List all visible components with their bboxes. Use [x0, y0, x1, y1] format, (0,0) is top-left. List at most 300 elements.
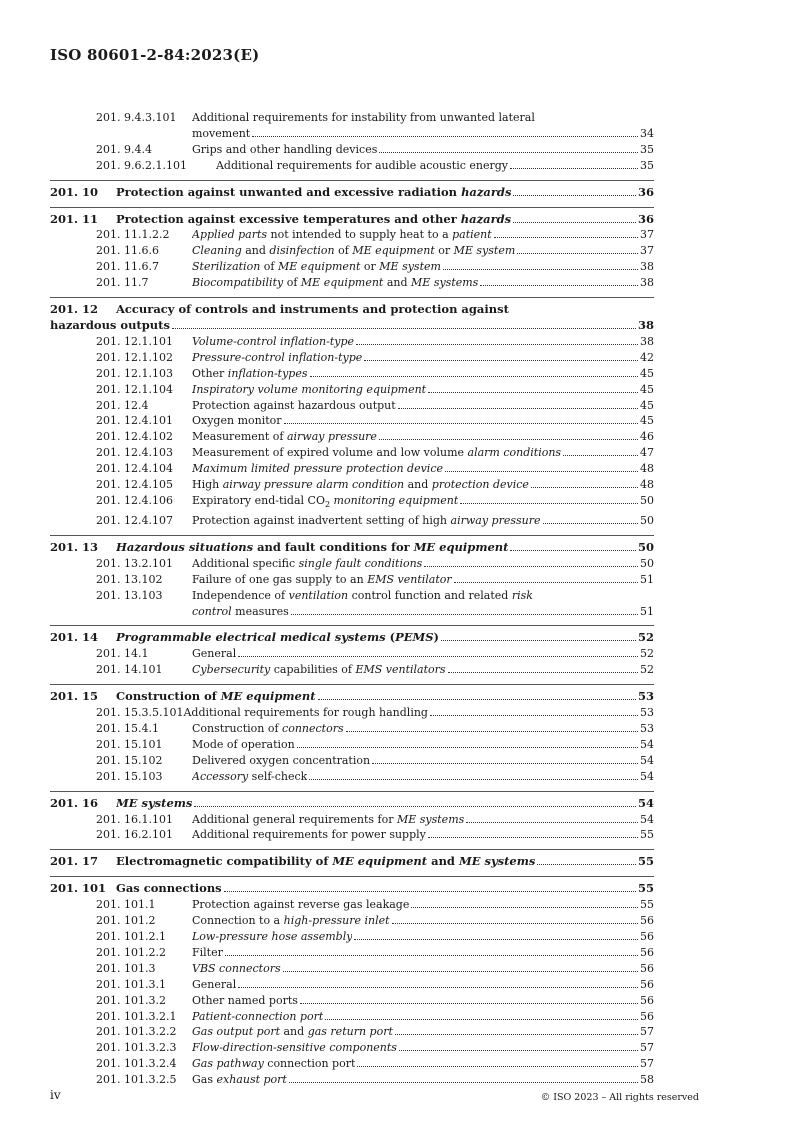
toc-title-text: High: [192, 478, 223, 492]
toc-title-text: of: [283, 276, 301, 290]
toc-leader-dots: [379, 439, 638, 440]
toc-title-text: Protection against unwanted and excessive radiation: [116, 184, 462, 199]
toc-number: 201. 101.3.2.2: [96, 1025, 177, 1039]
toc-number: 201. 11.6.6: [96, 244, 159, 258]
toc-title-text: ME system: [453, 244, 516, 258]
toc-title-text: and: [383, 276, 412, 290]
toc-entry[interactable]: [50, 382, 654, 398]
toc-leader-dots: [510, 550, 636, 551]
toc-title-text: [192, 334, 354, 350]
toc-title-text: Accessory: [192, 769, 249, 783]
toc-leader-dots: [346, 731, 638, 732]
toc-page-number: 54: [640, 737, 654, 751]
toc-title-text: Maximum limited pressure protection device: [192, 462, 443, 476]
toc-title-text: ME systems: [396, 812, 465, 826]
toc-number: 201. 101.3: [96, 961, 156, 975]
toc-page-number: 38: [640, 260, 654, 274]
toc-entry[interactable]: [50, 993, 654, 1009]
toc-title-text: [192, 1056, 355, 1072]
toc-entry[interactable]: [50, 753, 654, 769]
toc-title-text: Protection against excessive temperatures and other: [116, 211, 461, 226]
toc-title-text: [192, 812, 464, 828]
toc-title-text: [192, 769, 307, 785]
toc-title-text: airway pressure: [286, 430, 377, 444]
toc-page-number: 51: [640, 604, 654, 618]
toc-page-number: 46: [640, 430, 654, 444]
toc-section[interactable]: [50, 849, 654, 870]
toc-leader-dots: [309, 779, 638, 780]
toc-section[interactable]: [50, 791, 654, 812]
toc-leader-dots: [531, 487, 638, 488]
toc-leader-dots: [238, 987, 638, 988]
toc-title-text: Additional requirements for audible acoustic energy: [215, 158, 509, 172]
toc-title-text: hazards: [460, 211, 512, 226]
toc-title-text: [192, 227, 492, 243]
toc-entry[interactable]: [50, 769, 654, 785]
toc-page-number: 56: [640, 961, 654, 975]
toc-title-text: and: [241, 244, 270, 258]
toc-leader-dots: [291, 614, 638, 615]
toc-title-text: [192, 929, 352, 945]
toc-page-number: 36: [637, 184, 654, 199]
toc-entry[interactable]: [50, 913, 654, 929]
toc-entry[interactable]: [50, 126, 654, 142]
toc-entry[interactable]: [50, 961, 654, 977]
toc-title-text: airway pressure: [450, 514, 541, 528]
toc-title-text: VBS connectors: [192, 961, 281, 975]
toc-entry[interactable]: [50, 445, 654, 461]
toc-number: 201. 101: [50, 881, 107, 896]
toc-leader-dots: [372, 763, 638, 764]
toc-title-text: [116, 689, 316, 705]
toc-entry[interactable]: [50, 1009, 654, 1025]
toc-title-text: [192, 662, 446, 678]
toc-page-number: 48: [640, 462, 654, 476]
toc-title-text: hazards: [461, 184, 512, 199]
toc-entry[interactable]: [50, 477, 654, 493]
toc-number: 201. 12.4.104: [96, 462, 173, 476]
toc-number: 201. 12.4.107: [96, 514, 173, 528]
toc-title-text: Accuracy of controls and instruments and protection against: [116, 302, 509, 317]
toc-title-text: Mode of operation: [192, 737, 295, 751]
toc-title-text: alarm conditions: [467, 446, 562, 460]
toc-leader-dots: [356, 344, 638, 345]
toc-entry[interactable]: [50, 812, 654, 828]
toc-entry[interactable]: [50, 827, 654, 843]
toc-section[interactable]: [50, 625, 654, 646]
toc-page-number: 55: [640, 898, 654, 912]
toc-title-text: Protection against hazardous output: [192, 398, 396, 412]
toc-page-number: 34: [640, 126, 654, 140]
toc-title-text: movement: [192, 126, 251, 140]
toc-leader-dots: [424, 566, 638, 567]
toc-title-text: risk: [511, 588, 533, 602]
toc-entry[interactable]: [50, 461, 654, 477]
toc-leader-dots: [252, 136, 638, 137]
toc-entry[interactable]: [50, 413, 654, 429]
toc-leader-dots: [510, 168, 638, 169]
toc-number: 201. 12.1.104: [96, 382, 173, 396]
toc-title-text: ME equipment: [352, 244, 435, 258]
toc-title-text: [192, 913, 390, 929]
toc-section-cont[interactable]: [50, 318, 654, 334]
toc-section[interactable]: [50, 684, 654, 705]
toc-title-text: or: [360, 260, 380, 274]
toc-leader-dots: [460, 503, 638, 504]
toc-number: 201. 15.3.5.101: [96, 706, 184, 720]
toc-title-text: connection port: [263, 1057, 356, 1071]
toc-title-text: ventilation: [288, 588, 349, 602]
toc-leader-dots: [172, 328, 636, 329]
toc-page-number: 56: [640, 945, 654, 959]
toc-title-text: Other: [192, 366, 228, 380]
toc-title-text: Additional general requirements for: [192, 812, 397, 826]
toc-title-text: PEMS: [395, 630, 434, 645]
toc-page-number: 57: [640, 1025, 654, 1039]
toc-title-text: [192, 721, 344, 737]
toc-title-text: Flow-direction-sensitive components: [192, 1041, 397, 1055]
toc-entry[interactable]: [50, 259, 654, 275]
toc-number: 201. 101.2: [96, 914, 156, 928]
toc-number: 201. 15.102: [96, 753, 163, 767]
toc-title-text: [192, 588, 533, 604]
toc-entry[interactable]: [50, 142, 654, 158]
toc-title-text: [116, 854, 535, 870]
toc-number: 201. 101.3.1: [96, 977, 166, 991]
toc-page-number: 56: [640, 1009, 654, 1023]
toc-title-text: [192, 461, 443, 477]
toc-number: 201. 12.1.101: [96, 334, 173, 348]
toc-page-number: 45: [640, 414, 654, 428]
toc-number: 201. 13.103: [96, 588, 163, 602]
toc-entry[interactable]: [50, 334, 654, 350]
toc-title-text: inflation-types: [227, 366, 308, 380]
toc-section[interactable]: [50, 207, 654, 228]
toc-entry[interactable]: [50, 493, 654, 513]
toc-page-number: 54: [640, 812, 654, 826]
toc-title-text: self-check: [248, 769, 308, 783]
toc-section[interactable]: [50, 876, 654, 897]
toc-leader-dots: [289, 1082, 638, 1083]
toc-title-text: patient: [452, 228, 492, 242]
toc-page-number: 38: [637, 317, 654, 332]
toc-entry[interactable]: [50, 350, 654, 366]
toc-title-text: [192, 445, 561, 461]
toc-page-number: 42: [640, 350, 654, 364]
toc-title-text: [192, 604, 289, 620]
toc-page-number: 35: [640, 142, 654, 156]
toc-title-text: [192, 429, 377, 445]
toc-title-text: ME systems: [411, 276, 479, 290]
toc-title-text: Delivered oxygen concentration: [192, 753, 371, 767]
toc-title-text: Pressure-control inflation-type: [192, 350, 363, 364]
toc-leader-dots: [283, 971, 638, 972]
toc-title-text: Grips and other handling devices: [192, 142, 378, 156]
toc-leader-dots: [430, 715, 638, 716]
toc-entry[interactable]: [50, 366, 654, 382]
toc-leader-dots: [517, 253, 638, 254]
toc-title-text: [192, 961, 281, 977]
toc-page-number: 53: [640, 706, 654, 720]
toc-title-text: [192, 275, 478, 291]
toc-page-number: 37: [640, 244, 654, 258]
toc-entry[interactable]: [50, 662, 654, 678]
toc-number: 201. 11: [50, 211, 99, 226]
toc-title-text: Biocompatibility: [192, 276, 284, 290]
toc-entry[interactable]: [50, 243, 654, 259]
toc-title-text: Construction of: [116, 689, 221, 704]
toc-page-number: 45: [640, 382, 654, 396]
toc-number: 201. 13.102: [96, 572, 163, 586]
toc-title-text: EMS ventilators: [355, 663, 446, 677]
toc-page-number: 50: [640, 556, 654, 570]
toc-entry[interactable]: [50, 705, 654, 721]
toc-title-text: of: [334, 244, 353, 258]
toc-entry[interactable]: [50, 572, 654, 588]
toc-entry[interactable]: [50, 1072, 654, 1088]
toc-title-text: Failure of one gas supply to an: [192, 572, 368, 586]
toc-page-number: 54: [640, 769, 654, 783]
toc-entry[interactable]: [50, 1056, 654, 1072]
toc-number: 201. 101.3.2.1: [96, 1009, 177, 1023]
toc-number: 201. 12.4.106: [96, 493, 173, 507]
toc-leader-dots: [325, 1019, 638, 1020]
toc-title-text: Additional requirements for power supply: [192, 828, 426, 842]
toc-title-text: Additional requirements for rough handling: [183, 706, 428, 720]
toc-title-text: hazardous outputs: [50, 317, 170, 332]
toc-title-text: [192, 513, 541, 529]
toc-title-text: ME systems: [458, 854, 536, 869]
toc-entry[interactable]: [50, 721, 654, 737]
toc-page-number: 45: [640, 366, 654, 380]
toc-title-text: Cybersecurity: [192, 663, 271, 677]
toc-leader-dots: [411, 907, 638, 908]
toc-title-text: ME equipment: [332, 854, 428, 869]
toc-title-text: connectors: [282, 722, 344, 735]
toc-number: 201. 101.1: [96, 898, 156, 912]
toc-title-text: Measurement of: [192, 430, 287, 444]
toc-title-text: and: [280, 1025, 308, 1039]
toc-leader-dots: [395, 1034, 638, 1035]
toc-title-text: Oxygen monitor: [192, 414, 282, 428]
toc-title-text: Sterilization: [192, 260, 261, 274]
toc-title-text: [192, 382, 426, 398]
toc-title-text: capabilities of: [270, 663, 356, 677]
toc-title-text: protection device: [431, 478, 529, 492]
toc-title-text: ME equipment: [300, 276, 384, 290]
toc-leader-dots: [494, 237, 638, 238]
toc-page-number: 53: [637, 689, 654, 704]
toc-leader-dots: [445, 471, 638, 472]
toc-title-text: Expiratory end-tidal CO: [192, 493, 325, 507]
toc-number: 201. 13: [50, 539, 99, 554]
toc-entry[interactable]: [50, 929, 654, 945]
toc-entry[interactable]: [50, 604, 654, 620]
toc-title-text: [116, 540, 508, 556]
toc-leader-dots: [441, 640, 636, 641]
toc-page-number: 55: [640, 828, 654, 842]
toc-entry[interactable]: [50, 513, 654, 529]
toc-entry[interactable]: [50, 158, 654, 174]
toc-title-text: [192, 572, 452, 588]
toc-leader-dots: [513, 222, 636, 223]
toc-title-text: Protection against inadvertent setting of high: [192, 514, 451, 528]
toc-number: 201. 11.7: [96, 276, 149, 290]
toc-page-number: 53: [640, 722, 654, 735]
toc-number: 201. 101.3.2: [96, 993, 166, 1007]
toc-title-text: ME systems: [116, 795, 193, 810]
toc-title-text: [116, 630, 439, 646]
toc-title-text: airway pressure alarm condition: [222, 478, 405, 492]
toc-leader-dots: [466, 822, 638, 823]
toc-page-number: 54: [637, 795, 654, 810]
toc-number: 201. 12.4: [96, 398, 149, 412]
toc-title-text: EMS ventilator: [367, 572, 452, 586]
toc-entry[interactable]: [50, 556, 654, 572]
toc-number: 201. 14.1: [96, 647, 149, 661]
toc-title-text: Additional specific: [192, 556, 299, 570]
toc-leader-dots: [398, 408, 638, 409]
toc-section[interactable]: [50, 297, 654, 318]
toc-title-text: Inspiratory volume monitoring equipment: [192, 382, 427, 396]
toc-number: 201. 101.2.2: [96, 945, 166, 959]
toc-number: 201. 12.4.102: [96, 430, 173, 444]
toc-title-text: [192, 493, 458, 513]
toc-title-text: Construction of: [192, 722, 283, 735]
toc-entry[interactable]: [50, 398, 654, 414]
toc-leader-dots: [357, 1066, 638, 1067]
toc-number: 201. 101.2.1: [96, 929, 166, 943]
toc-leader-dots: [443, 269, 638, 270]
toc-leader-dots: [194, 806, 636, 807]
toc-number: 201. 101.3.2.5: [96, 1073, 177, 1087]
toc-title-text: exhaust port: [216, 1073, 287, 1087]
toc-title-text: [192, 350, 362, 366]
toc-title-text: [192, 1040, 397, 1056]
toc-page-number: 56: [640, 929, 654, 943]
toc-section[interactable]: [50, 535, 654, 556]
toc-title-text: Independence of: [192, 588, 289, 602]
toc-number: 201. 15.103: [96, 769, 163, 783]
toc-entry[interactable]: [50, 945, 654, 961]
toc-leader-dots: [563, 455, 638, 456]
toc-title-text: Other named ports: [192, 993, 298, 1007]
toc-title-text: Additional requirements for instability from unwanted lateral: [192, 111, 535, 124]
toc-leader-dots: [537, 864, 636, 865]
toc-title-text: [192, 1072, 287, 1088]
toc-page-number: 57: [640, 1057, 654, 1071]
toc-title-text: of: [260, 260, 278, 274]
toc-leader-dots: [543, 523, 639, 524]
toc-leader-dots: [225, 955, 638, 956]
toc-number: 201. 12.4.101: [96, 414, 173, 428]
toc-number: 201. 9.4.3.101: [96, 111, 177, 124]
toc-page-number: 57: [640, 1041, 654, 1055]
toc-page-number: 36: [637, 211, 654, 226]
toc-title-text: and: [404, 478, 432, 492]
toc-number: 201. 14.101: [96, 663, 163, 677]
toc-title-text: 2: [324, 500, 331, 510]
toc-entry[interactable]: [50, 1040, 654, 1056]
toc-leader-dots: [399, 1050, 638, 1051]
toc-number: 201. 11.1.2.2: [96, 228, 170, 242]
toc-title-text: ME equipment: [413, 539, 509, 554]
toc-leader-dots: [513, 195, 636, 196]
toc-title-text: ME equipment: [277, 260, 361, 274]
toc-title-text: General: [192, 647, 237, 661]
toc-page-number: 45: [640, 398, 654, 412]
toc-section[interactable]: [50, 180, 654, 201]
toc-title-text: ME equipment: [220, 689, 316, 704]
toc-entry[interactable]: [50, 227, 654, 243]
toc-leader-dots: [238, 656, 638, 657]
toc-page-number: 50: [640, 493, 654, 507]
toc-title-text: Programmable electrical medical systems: [116, 630, 386, 645]
toc-title-text: ME system: [379, 260, 441, 274]
toc-page-number: 55: [637, 854, 654, 869]
toc-title-text: Gas connections: [116, 881, 222, 896]
toc-entry[interactable]: [50, 588, 654, 604]
toc-page-number: 38: [640, 276, 654, 290]
toc-page-number: 35: [640, 158, 654, 172]
document-id: ISO 80601-2-84:2023(E): [50, 46, 260, 64]
toc-leader-dots: [310, 376, 639, 377]
toc-title-text: single fault conditions: [298, 556, 423, 570]
toc-entry[interactable]: [50, 897, 654, 913]
toc-entry[interactable]: [50, 646, 654, 662]
toc-number: 201. 16.2.101: [96, 828, 173, 842]
toc-entry[interactable]: [50, 977, 654, 993]
toc-title-text: Connection to a: [192, 914, 284, 928]
toc-leader-dots: [379, 152, 638, 153]
toc-number: 201. 16: [50, 795, 99, 810]
toc-page-number: 55: [637, 881, 654, 896]
copyright-notice: © ISO 2023 – All rights reserved: [540, 1092, 699, 1103]
toc-entry[interactable]: [50, 737, 654, 753]
toc-number: 201. 12.1.103: [96, 366, 173, 380]
toc-title-text: (: [385, 630, 396, 645]
toc-title-text: Gas output port: [192, 1025, 280, 1039]
toc-title-text: high-pressure inlet: [283, 914, 390, 928]
toc-leader-dots: [364, 360, 638, 361]
toc-entry[interactable]: [50, 429, 654, 445]
toc-title-text: Low-pressure hose assembly: [192, 929, 353, 943]
toc-leader-dots: [392, 923, 638, 924]
toc-number: 201. 16.1.101: [96, 812, 173, 826]
toc-title-text: [192, 1009, 323, 1025]
toc-number: 201. 10: [50, 184, 99, 199]
toc-leader-dots: [318, 699, 636, 700]
toc-number: 201. 15.4.1: [96, 722, 159, 735]
toc-title-text: Volume-control inflation-type: [192, 334, 355, 348]
toc-entry[interactable]: [50, 275, 654, 291]
toc-entry[interactable]: [50, 1024, 654, 1040]
toc-entry[interactable]: [50, 110, 654, 126]
toc-number: 201. 101.3.2.3: [96, 1041, 177, 1055]
toc-page-number: 38: [640, 334, 654, 348]
toc-number: 201. 12: [50, 302, 99, 317]
toc-title-text: Measurement of expired volume and low volume: [192, 446, 468, 460]
toc-page-number: 52: [640, 647, 654, 661]
toc-title-text: [192, 366, 308, 382]
toc-title-text: [116, 212, 511, 228]
toc-page-number: 52: [637, 630, 654, 645]
toc-title-text: ): [433, 630, 439, 645]
toc-number: 201. 101.3.2.4: [96, 1057, 177, 1071]
toc-title-text: control: [192, 604, 232, 618]
toc-title-text: Gas pathway: [192, 1057, 264, 1071]
toc-page-number: 50: [640, 514, 654, 528]
